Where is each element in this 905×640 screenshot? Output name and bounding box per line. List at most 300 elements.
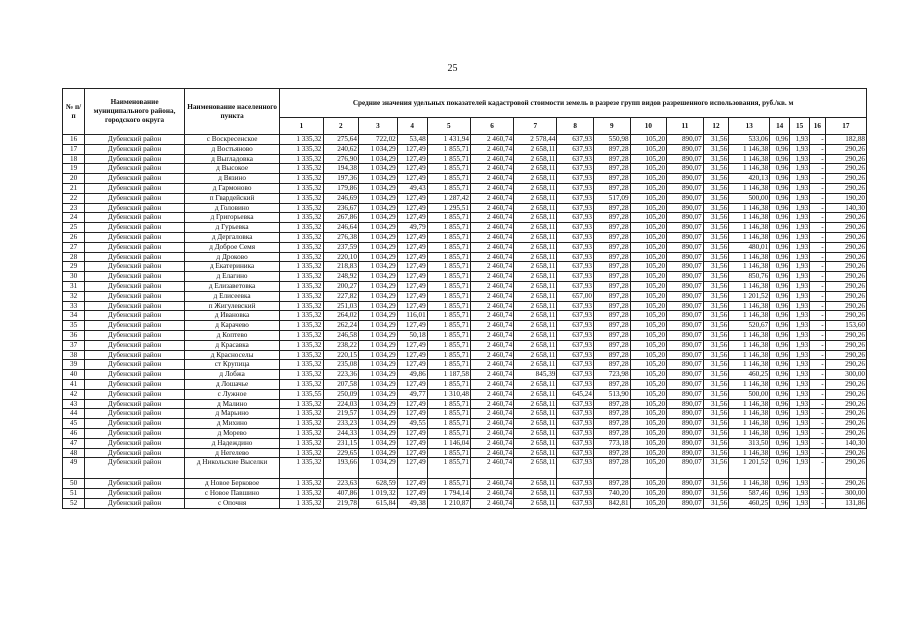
settlement-name: д Гурьевка [184, 223, 279, 233]
value-group-5: 1 855,71 [427, 311, 470, 321]
row-number: 25 [63, 223, 85, 233]
table-row [63, 203, 867, 213]
value-group-15: 1,93 [790, 135, 810, 145]
value-group-10: 105,20 [630, 154, 667, 164]
value-group-14: 0,96 [770, 193, 790, 203]
value-group-17: 300,00 [825, 370, 866, 380]
value-group-8: 637,93 [557, 203, 594, 213]
value-group-12: 31,56 [703, 321, 728, 331]
value-group-2: 250,09 [323, 389, 358, 399]
row-number: 19 [63, 164, 85, 174]
value-group-1: 1 335,32 [280, 399, 323, 409]
district-name: Дубенский район [85, 389, 185, 399]
header-group-16: 16 [810, 118, 826, 135]
value-group-7: 2 658,11 [514, 360, 557, 370]
settlement-name: д Елагино [184, 272, 279, 282]
value-group-5: 1 855,71 [427, 350, 470, 360]
value-group-4: 127,49 [397, 448, 427, 458]
value-group-16: - [810, 321, 826, 331]
value-group-9: 897,28 [593, 311, 630, 321]
value-group-13: 1 146,38 [729, 183, 770, 193]
value-group-9: 897,28 [593, 379, 630, 389]
value-group-6: 2 460,74 [470, 438, 513, 448]
value-group-7: 2 658,11 [514, 144, 557, 154]
value-group-10: 105,20 [630, 291, 667, 301]
value-group-11: 890,07 [667, 193, 704, 203]
value-group-9: 897,28 [593, 419, 630, 429]
value-group-5: 1 146,04 [427, 438, 470, 448]
value-group-16: - [810, 370, 826, 380]
value-group-4: 116,01 [397, 311, 427, 321]
value-group-7: 2 658,11 [514, 291, 557, 301]
value-group-6: 2 460,74 [470, 144, 513, 154]
district-name: Дубенский район [85, 272, 185, 282]
value-group-8: 637,93 [557, 213, 594, 223]
value-group-10: 105,20 [630, 301, 667, 311]
value-group-12: 31,56 [703, 360, 728, 370]
value-group-7: 2 658,11 [514, 458, 557, 479]
district-name: Дубенский район [85, 301, 185, 311]
value-group-6: 2 460,74 [470, 409, 513, 419]
value-group-9: 842,81 [593, 498, 630, 508]
value-group-3: 1 034,29 [358, 252, 397, 262]
value-group-17: 290,26 [825, 379, 866, 389]
value-group-17: 300,00 [825, 489, 866, 499]
settlement-name: д Негелево [184, 448, 279, 458]
value-group-2: 229,65 [323, 448, 358, 458]
value-group-15: 1,93 [790, 428, 810, 438]
value-group-10: 105,20 [630, 448, 667, 458]
value-group-10: 105,20 [630, 489, 667, 499]
settlement-name: д Надеждино [184, 438, 279, 448]
header-settlement: Наименование населенного пункта [184, 89, 279, 135]
value-group-3: 1 034,29 [358, 311, 397, 321]
value-group-4: 49,43 [397, 183, 427, 193]
value-group-5: 1 855,71 [427, 183, 470, 193]
value-group-8: 637,93 [557, 144, 594, 154]
district-name: Дубенский район [85, 311, 185, 321]
value-group-6: 2 460,74 [470, 301, 513, 311]
value-group-15: 1,93 [790, 183, 810, 193]
row-number: 52 [63, 498, 85, 508]
value-group-13: 520,67 [729, 321, 770, 331]
value-group-10: 105,20 [630, 321, 667, 331]
value-group-14: 0,96 [770, 291, 790, 301]
value-group-12: 31,56 [703, 479, 728, 489]
value-group-12: 31,56 [703, 438, 728, 448]
value-group-8: 637,93 [557, 350, 594, 360]
value-group-9: 897,28 [593, 399, 630, 409]
value-group-11: 890,07 [667, 399, 704, 409]
value-group-7: 2 658,11 [514, 399, 557, 409]
settlement-name: д Дроково [184, 252, 279, 262]
value-group-3: 1 034,29 [358, 232, 397, 242]
header-group-8: 8 [557, 118, 594, 135]
value-group-5: 1 855,71 [427, 281, 470, 291]
value-group-13: 1 146,38 [729, 311, 770, 321]
value-group-2: 246,64 [323, 223, 358, 233]
value-group-11: 890,07 [667, 428, 704, 438]
value-group-17: 290,26 [825, 272, 866, 282]
value-group-13: 1 146,38 [729, 350, 770, 360]
header-group-2: 2 [323, 118, 358, 135]
table-row [63, 213, 867, 223]
table-row [63, 360, 867, 370]
value-group-16: - [810, 193, 826, 203]
table-row [63, 458, 867, 479]
value-group-8: 637,93 [557, 272, 594, 282]
table-row [63, 389, 867, 399]
value-group-2: 248,92 [323, 272, 358, 282]
district-name: Дубенский район [85, 350, 185, 360]
value-group-7: 2 658,11 [514, 389, 557, 399]
value-group-10: 105,20 [630, 330, 667, 340]
settlement-name: д Выгладовка [184, 154, 279, 164]
value-group-5: 1 855,71 [427, 448, 470, 458]
value-group-15: 1,93 [790, 164, 810, 174]
value-group-1: 1 335,32 [280, 321, 323, 331]
settlement-name: д Высокое [184, 164, 279, 174]
value-group-16: - [810, 272, 826, 282]
value-group-17: 290,26 [825, 262, 866, 272]
value-group-2: 224,03 [323, 399, 358, 409]
value-group-12: 31,56 [703, 489, 728, 499]
value-group-9: 740,20 [593, 489, 630, 499]
value-group-7: 2 658,11 [514, 281, 557, 291]
header-group-14: 14 [770, 118, 790, 135]
value-group-3: 1 034,29 [358, 223, 397, 233]
value-group-16: - [810, 242, 826, 252]
value-group-17: 290,26 [825, 223, 866, 233]
district-name: Дубенский район [85, 213, 185, 223]
value-group-10: 105,20 [630, 479, 667, 489]
table-row [63, 428, 867, 438]
value-group-3: 1 034,29 [358, 389, 397, 399]
value-group-12: 31,56 [703, 213, 728, 223]
value-group-6: 2 460,74 [470, 183, 513, 193]
value-group-8: 637,93 [557, 301, 594, 311]
value-group-12: 31,56 [703, 203, 728, 213]
value-group-8: 637,93 [557, 489, 594, 499]
value-group-14: 0,96 [770, 448, 790, 458]
value-group-7: 2 658,11 [514, 321, 557, 331]
value-group-8: 637,93 [557, 479, 594, 489]
value-group-11: 890,07 [667, 183, 704, 193]
value-group-8: 637,93 [557, 242, 594, 252]
settlement-name: д Востьяново [184, 144, 279, 154]
value-group-4: 127,49 [397, 340, 427, 350]
value-group-13: 1 146,38 [729, 448, 770, 458]
value-group-2: 193,66 [323, 458, 358, 479]
value-group-12: 31,56 [703, 370, 728, 380]
value-group-1: 1 335,32 [280, 164, 323, 174]
value-group-15: 1,93 [790, 213, 810, 223]
value-group-5: 1 855,71 [427, 154, 470, 164]
settlement-name: с Опочня [184, 498, 279, 508]
header-group-11: 11 [667, 118, 704, 135]
value-group-17: 140,30 [825, 438, 866, 448]
value-group-17: 290,26 [825, 340, 866, 350]
value-group-16: - [810, 154, 826, 164]
value-group-5: 1 855,71 [427, 174, 470, 184]
settlement-name: д Красноселы [184, 350, 279, 360]
value-group-14: 0,96 [770, 438, 790, 448]
value-group-8: 657,00 [557, 291, 594, 301]
value-group-2: 231,15 [323, 438, 358, 448]
value-group-4: 127,49 [397, 321, 427, 331]
value-group-1: 1 335,32 [280, 272, 323, 282]
value-group-11: 890,07 [667, 389, 704, 399]
value-group-4: 127,49 [397, 458, 427, 479]
value-group-17: 290,26 [825, 164, 866, 174]
value-group-3: 1 034,29 [358, 399, 397, 409]
value-group-10: 105,20 [630, 183, 667, 193]
value-group-14: 0,96 [770, 458, 790, 479]
value-group-13: 1 146,38 [729, 479, 770, 489]
value-group-17: 131,86 [825, 498, 866, 508]
value-group-5: 1 855,71 [427, 399, 470, 409]
header-group-5: 5 [427, 118, 470, 135]
value-group-16: - [810, 360, 826, 370]
value-group-1: 1 335,32 [280, 223, 323, 233]
value-group-11: 890,07 [667, 479, 704, 489]
value-group-2: 267,86 [323, 213, 358, 223]
value-group-2: 233,23 [323, 419, 358, 429]
value-group-5: 1 855,71 [427, 262, 470, 272]
district-name: Дубенский район [85, 370, 185, 380]
value-group-3: 1 019,32 [358, 489, 397, 499]
value-group-8: 637,93 [557, 262, 594, 272]
value-group-12: 31,56 [703, 350, 728, 360]
value-group-6: 2 460,74 [470, 311, 513, 321]
value-group-7: 2 658,11 [514, 350, 557, 360]
value-group-16: - [810, 448, 826, 458]
value-group-4: 127,49 [397, 301, 427, 311]
value-group-11: 890,07 [667, 272, 704, 282]
value-group-4: 127,49 [397, 232, 427, 242]
value-group-6: 2 460,74 [470, 389, 513, 399]
value-group-3: 1 034,29 [358, 409, 397, 419]
value-group-4: 127,49 [397, 428, 427, 438]
row-number: 22 [63, 193, 85, 203]
row-number: 46 [63, 428, 85, 438]
value-group-12: 31,56 [703, 262, 728, 272]
value-group-6: 2 460,74 [470, 448, 513, 458]
value-group-13: 500,00 [729, 193, 770, 203]
value-group-1: 1 335,32 [280, 193, 323, 203]
value-group-12: 31,56 [703, 144, 728, 154]
settlement-name: д Морево [184, 428, 279, 438]
district-name: Дубенский район [85, 174, 185, 184]
value-group-5: 1 855,71 [427, 164, 470, 174]
table-row [63, 438, 867, 448]
value-group-14: 0,96 [770, 174, 790, 184]
value-group-13: 1 146,38 [729, 399, 770, 409]
value-group-11: 890,07 [667, 489, 704, 499]
value-group-1: 1 335,32 [280, 213, 323, 223]
value-group-16: - [810, 164, 826, 174]
value-group-10: 105,20 [630, 340, 667, 350]
value-group-14: 0,96 [770, 419, 790, 429]
value-group-17: 290,26 [825, 419, 866, 429]
value-group-13: 1 146,38 [729, 262, 770, 272]
value-group-12: 31,56 [703, 458, 728, 479]
value-group-14: 0,96 [770, 144, 790, 154]
value-group-8: 637,93 [557, 409, 594, 419]
value-group-14: 0,96 [770, 479, 790, 489]
value-group-6: 2 460,74 [470, 164, 513, 174]
value-group-9: 897,28 [593, 409, 630, 419]
table-row [63, 154, 867, 164]
value-group-14: 0,96 [770, 242, 790, 252]
value-group-1: 1 335,32 [280, 489, 323, 499]
value-group-7: 2 658,11 [514, 379, 557, 389]
value-group-9: 723,98 [593, 370, 630, 380]
table-row [63, 242, 867, 252]
value-group-14: 0,96 [770, 498, 790, 508]
value-group-13: 1 146,38 [729, 419, 770, 429]
header-group-7: 7 [514, 118, 557, 135]
value-group-17: 290,26 [825, 252, 866, 262]
value-group-2: 276,38 [323, 232, 358, 242]
value-group-17: 290,26 [825, 183, 866, 193]
value-group-13: 1 146,38 [729, 203, 770, 213]
value-group-4: 127,49 [397, 281, 427, 291]
value-group-9: 897,28 [593, 213, 630, 223]
header-group-3: 3 [358, 118, 397, 135]
value-group-13: 1 146,38 [729, 213, 770, 223]
value-group-14: 0,96 [770, 223, 790, 233]
value-group-1: 1 335,32 [280, 448, 323, 458]
value-group-3: 1 034,29 [358, 144, 397, 154]
value-group-13: 480,01 [729, 242, 770, 252]
value-group-1: 1 335,32 [280, 350, 323, 360]
value-group-4: 127,49 [397, 272, 427, 282]
table-row [63, 399, 867, 409]
row-number: 37 [63, 340, 85, 350]
value-group-15: 1,93 [790, 223, 810, 233]
value-group-6: 2 460,74 [470, 203, 513, 213]
value-group-13: 460,25 [729, 498, 770, 508]
value-group-14: 0,96 [770, 232, 790, 242]
value-group-9: 897,28 [593, 350, 630, 360]
value-group-3: 1 034,29 [358, 330, 397, 340]
value-group-14: 0,96 [770, 272, 790, 282]
value-group-12: 31,56 [703, 498, 728, 508]
value-group-10: 105,20 [630, 458, 667, 479]
table-row [63, 330, 867, 340]
value-group-10: 105,20 [630, 281, 667, 291]
value-group-13: 533,06 [729, 135, 770, 145]
value-group-12: 31,56 [703, 291, 728, 301]
settlement-name: д Новое Берковое [184, 479, 279, 489]
value-group-16: - [810, 203, 826, 213]
value-group-14: 0,96 [770, 281, 790, 291]
value-group-15: 1,93 [790, 438, 810, 448]
settlement-name: д Вязино [184, 174, 279, 184]
table-row [63, 193, 867, 203]
value-group-9: 897,28 [593, 144, 630, 154]
table-row [63, 281, 867, 291]
value-group-1: 1 335,32 [280, 438, 323, 448]
value-group-3: 1 034,29 [358, 379, 397, 389]
row-number: 51 [63, 489, 85, 499]
value-group-9: 517,09 [593, 193, 630, 203]
value-group-5: 1 855,71 [427, 223, 470, 233]
value-group-4: 127,49 [397, 174, 427, 184]
value-group-1: 1 335,32 [280, 281, 323, 291]
value-group-9: 897,28 [593, 203, 630, 213]
value-group-6: 2 460,74 [470, 379, 513, 389]
value-group-6: 2 460,74 [470, 330, 513, 340]
value-group-15: 1,93 [790, 419, 810, 429]
value-group-10: 105,20 [630, 203, 667, 213]
value-group-13: 1 201,52 [729, 458, 770, 479]
value-group-3: 1 034,29 [358, 154, 397, 164]
value-group-15: 1,93 [790, 281, 810, 291]
value-group-15: 1,93 [790, 448, 810, 458]
value-group-3: 1 034,29 [358, 428, 397, 438]
value-group-10: 105,20 [630, 252, 667, 262]
value-group-16: - [810, 223, 826, 233]
value-group-17: 190,20 [825, 193, 866, 203]
value-group-7: 2 658,11 [514, 154, 557, 164]
value-group-4: 127,49 [397, 399, 427, 409]
row-number: 38 [63, 350, 85, 360]
value-group-11: 890,07 [667, 262, 704, 272]
value-group-12: 31,56 [703, 340, 728, 350]
value-group-10: 105,20 [630, 379, 667, 389]
value-group-9: 897,28 [593, 232, 630, 242]
value-group-16: - [810, 262, 826, 272]
district-name: Дубенский район [85, 154, 185, 164]
value-group-13: 1 146,38 [729, 154, 770, 164]
value-group-1: 1 335,32 [280, 419, 323, 429]
row-number: 33 [63, 301, 85, 311]
value-group-14: 0,96 [770, 360, 790, 370]
value-group-4: 127,49 [397, 438, 427, 448]
value-group-5: 1 431,94 [427, 135, 470, 145]
value-group-8: 637,93 [557, 498, 594, 508]
value-group-12: 31,56 [703, 183, 728, 193]
value-group-5: 1 855,71 [427, 321, 470, 331]
value-group-4: 127,49 [397, 360, 427, 370]
header-group-4: 4 [397, 118, 427, 135]
value-group-15: 1,93 [790, 399, 810, 409]
header-group-9: 9 [593, 118, 630, 135]
table-row [63, 409, 867, 419]
table-row [63, 232, 867, 242]
value-group-13: 1 146,38 [729, 409, 770, 419]
value-group-9: 897,28 [593, 272, 630, 282]
row-number: 26 [63, 232, 85, 242]
value-group-6: 2 460,74 [470, 281, 513, 291]
value-group-1: 1 335,32 [280, 154, 323, 164]
value-group-8: 645,24 [557, 389, 594, 399]
value-group-8: 637,93 [557, 135, 594, 145]
value-group-1: 1 335,32 [280, 479, 323, 489]
value-group-13: 1 146,38 [729, 428, 770, 438]
value-group-9: 897,28 [593, 154, 630, 164]
value-group-15: 1,93 [790, 479, 810, 489]
value-group-4: 53,48 [397, 135, 427, 145]
value-group-17: 290,26 [825, 428, 866, 438]
value-group-15: 1,93 [790, 489, 810, 499]
value-group-5: 1 855,71 [427, 360, 470, 370]
district-name: Дубенский район [85, 438, 185, 448]
value-group-5: 1 855,71 [427, 419, 470, 429]
value-group-15: 1,93 [790, 370, 810, 380]
